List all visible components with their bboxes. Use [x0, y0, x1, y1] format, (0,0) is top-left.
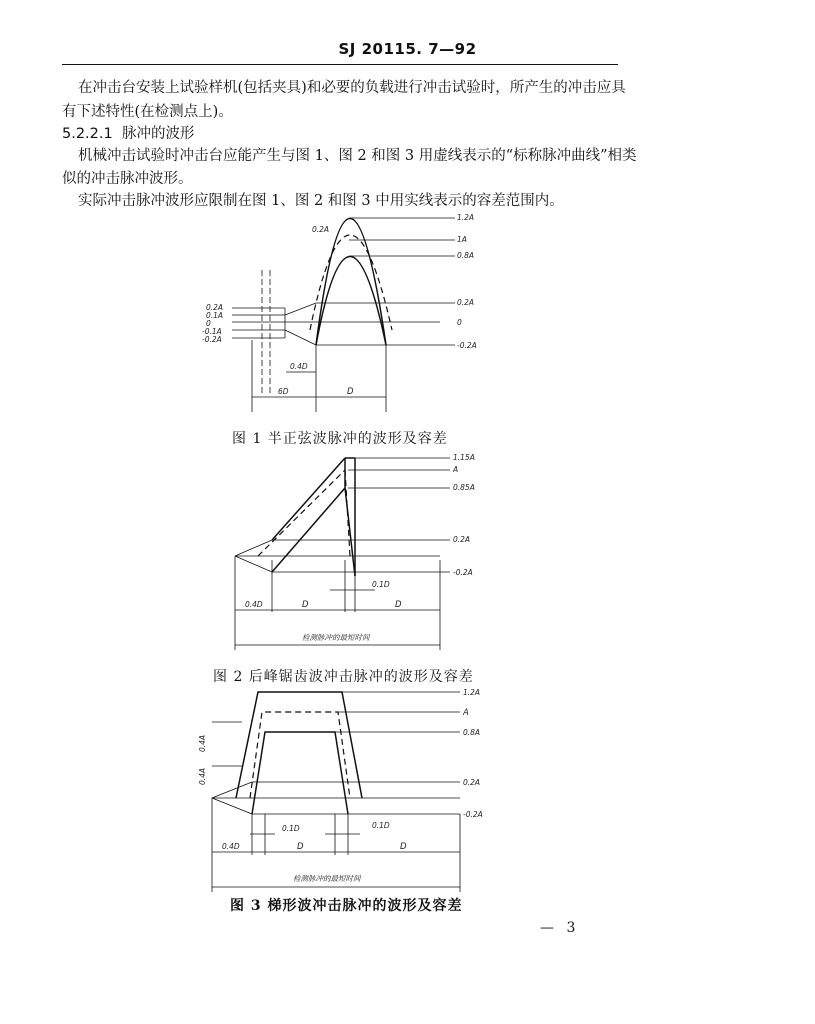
fig2-label-window: 检测脉冲的最短时间 — [302, 633, 370, 642]
fig1-label-left-m02: -0.2A — [202, 335, 222, 344]
fig1-label-nominal: 1A — [457, 235, 467, 244]
paragraph-2-line-2: 似的冲击脉冲波形。 — [62, 171, 193, 187]
fig2-label-nominal: A — [453, 465, 459, 474]
fig1-label-lower: 0.8A — [457, 251, 475, 260]
fig3-nominal-curve — [250, 712, 350, 798]
fig1-label-left-0: 0 — [206, 319, 211, 328]
paragraph-1-line-2: 有下述特性(在检测点上)。 — [62, 104, 233, 120]
fig2-label-d: D — [302, 600, 309, 610]
figure-2-caption: 图 2 后峰锯齿波冲击脉冲的波形及容差 — [213, 669, 474, 685]
figure-2-drawing — [235, 458, 450, 650]
fig2-label-top: 1.15A — [453, 453, 475, 462]
fig3-lower-tolerance — [252, 732, 348, 814]
fig1-label-sixd: 6D — [278, 387, 289, 396]
document-code: SJ 20115. 7—92 — [338, 40, 477, 58]
fig1-label-zero: 0 — [457, 318, 462, 327]
fig3-label-vert2: 0.4A — [198, 767, 207, 785]
fig3-label-neg: -0.2A — [463, 810, 483, 819]
fig1-label-top: 1.2A — [457, 213, 475, 222]
fig3-label-top: 1.2A — [463, 688, 481, 697]
fig2-upper-rising-edge — [272, 458, 345, 540]
paragraph-3: 实际冲击脉冲波形应限制在图 1、图 2 和图 3 中用实线表示的容差范围内。 — [78, 193, 564, 209]
fig2-label-after: D — [395, 600, 402, 610]
fig2-label-lower: 0.85A — [453, 483, 475, 492]
fig3-label-d2: D — [400, 842, 407, 852]
page-number: — 3 — [540, 920, 580, 936]
fig2-label-pre: 0.4D — [245, 600, 263, 609]
fig3-label-pre: 0.4D — [222, 842, 240, 851]
fig2-lower-rising-edge — [272, 488, 345, 572]
fig2-label-post: 0.1D — [372, 580, 390, 589]
fig3-label-lower: 0.8A — [463, 728, 481, 737]
fig3-label-nominal: A — [463, 708, 469, 718]
figure-1-drawing — [232, 218, 455, 412]
fig1-upper-tolerance-curve — [316, 219, 386, 346]
fig1-label-apex-left: 0.2A — [312, 225, 330, 234]
fig2-label-pos: 0.2A — [453, 535, 471, 544]
fig3-label-fall: 0.1D — [372, 821, 390, 830]
figure-1-caption: 图 1 半正弦波脉冲的波形及容差 — [232, 431, 448, 447]
fig1-label-right-neg: -0.2A — [457, 341, 477, 350]
fig1-label-right-pos: 0.2A — [457, 298, 475, 307]
fig3-label-window: 检测脉冲的最短时间 — [293, 874, 361, 883]
fig3-label-d1: D — [297, 842, 304, 852]
section-title: 脉冲的波形 — [121, 126, 195, 142]
paragraph-1-line-1: 在冲击台安装上试验样机(包括夹具)和必要的负载进行冲击试验时，所产生的冲击应具 — [78, 80, 626, 96]
figure-3-drawing — [212, 692, 460, 892]
paragraph-2-line-1: 机械冲击试验时冲击台应能产生与图 1、图 2 和图 3 用虚线表示的“标称脉冲曲线”相类 — [78, 148, 637, 164]
fig1-label-pre: 0.4D — [290, 362, 308, 371]
fig2-nominal-rising-edge — [258, 470, 345, 556]
fig3-label-pos: 0.2A — [463, 778, 481, 787]
fig1-label-left-m01: -0.1A — [202, 327, 222, 336]
fig1-label-left-02: 0.2A — [206, 303, 224, 312]
fig1-label-d: D — [347, 387, 354, 397]
fig3-label-vert1: 0.4A — [198, 734, 207, 752]
fig3-label-rise: 0.1D — [282, 824, 300, 833]
fig2-label-neg: -0.2A — [453, 568, 473, 577]
section-number: 5.2.2.1 — [62, 126, 113, 142]
figure-3-caption: 图 3 梯形波冲击脉冲的波形及容差 — [230, 898, 463, 914]
fig1-label-left-01: 0.1A — [206, 311, 224, 320]
